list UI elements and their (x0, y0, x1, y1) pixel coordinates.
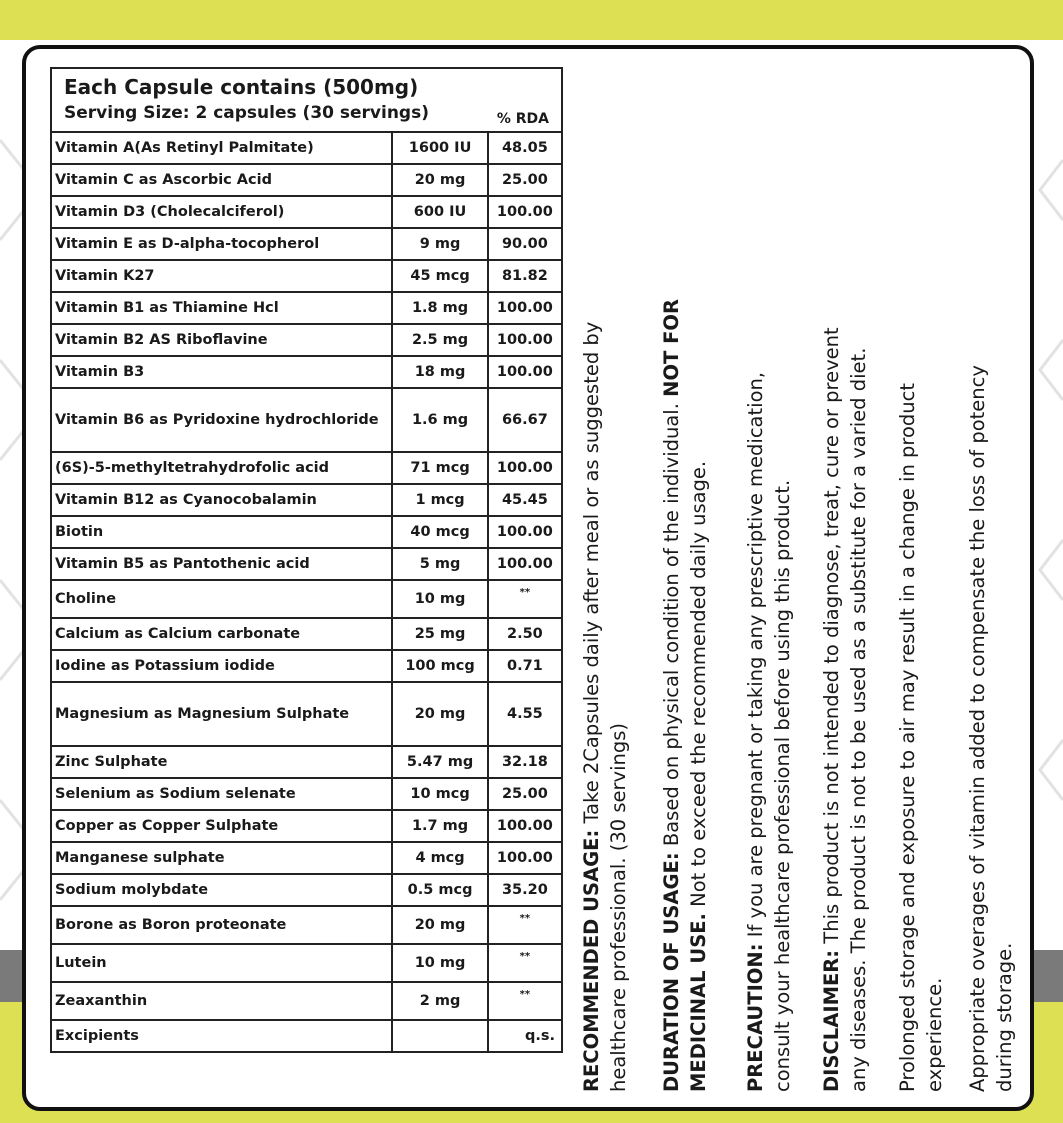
nutrient-name: Choline (51, 580, 392, 618)
table-row (51, 778, 562, 810)
table-row (51, 982, 562, 1020)
nutrient-name: Magnesium as Magnesium Sulphate (51, 682, 392, 746)
precaution-text-2: consult your healthcare professional before using this product. (771, 479, 794, 1092)
table-row (51, 388, 562, 452)
nutrient-amount: 0.5 mcg (392, 874, 487, 906)
nutrient-amount: 10 mcg (392, 778, 487, 810)
nutrient-name: Vitamin C as Ascorbic Acid (51, 164, 392, 196)
duration-bold-tail: NOT FOR (660, 298, 683, 397)
overages-note (964, 92, 1018, 1092)
nutrient-rda: 0.71 (488, 650, 562, 682)
rda-column-header: % RDA (496, 111, 549, 127)
nutrient-name: Vitamin B1 as Thiamine Hcl (51, 292, 392, 324)
nutrient-amount: 100 mcg (392, 650, 487, 682)
table-row (51, 356, 562, 388)
nutrient-rda: ** (488, 906, 562, 944)
table-row (51, 906, 562, 944)
nutrient-amount: 20 mg (392, 682, 487, 746)
nutrient-rda: 25.00 (488, 778, 562, 810)
table-row (51, 548, 562, 580)
nutrient-name: Vitamin K27 (51, 260, 392, 292)
recommended-usage-label: RECOMMENDED USAGE: (580, 829, 603, 1092)
nutrient-name: Vitamin B12 as Cyanocobalamin (51, 484, 392, 516)
nutrient-amount (392, 1020, 487, 1052)
nutrient-rda: 100.00 (488, 324, 562, 356)
table-row (51, 874, 562, 906)
nutrient-amount: 9 mg (392, 228, 487, 260)
nutrient-amount: 4 mcg (392, 842, 487, 874)
nutrient-amount: 600 IU (392, 196, 487, 228)
usage-notes-rotated (578, 92, 1016, 1092)
nutrient-amount: 1.6 mg (392, 388, 487, 452)
recommended-usage-text-2: healthcare professional. (30 servings) (607, 723, 630, 1092)
nutrient-name: Biotin (51, 516, 392, 548)
nutrient-rda: 100.00 (488, 548, 562, 580)
nutrient-name: Borone as Boron proteonate (51, 906, 392, 944)
table-title: Each Capsule contains (500mg) (64, 75, 419, 99)
nutrient-rda: 100.00 (488, 516, 562, 548)
nutrient-name: Sodium molybdate (51, 874, 392, 906)
precaution-text-1: If you are pregnant or taking any prescriptive medication, (744, 371, 767, 944)
nutrient-rda: ** (488, 944, 562, 982)
nutrient-rda: 100.00 (488, 810, 562, 842)
nutrient-rda: 25.00 (488, 164, 562, 196)
nutrient-rda: 100.00 (488, 842, 562, 874)
storage-text-2: experience. (923, 977, 946, 1092)
nutrient-amount: 40 mcg (392, 516, 487, 548)
nutrient-rda: 4.55 (488, 682, 562, 746)
recommended-usage (578, 92, 632, 1092)
nutrient-name: Vitamin D3 (Cholecalciferol) (51, 196, 392, 228)
nutrient-rda: 81.82 (488, 260, 562, 292)
disclaimer (818, 92, 872, 1092)
nutrient-name: Iodine as Potassium iodide (51, 650, 392, 682)
nutrient-amount: 18 mg (392, 356, 487, 388)
nutrient-rda: ** (488, 580, 562, 618)
table-row (51, 746, 562, 778)
table-row (51, 580, 562, 618)
supplement-facts-table (50, 67, 563, 1053)
nutrient-amount: 1600 IU (392, 132, 487, 164)
precaution-label: PRECAUTION: (744, 943, 767, 1092)
table-row (51, 164, 562, 196)
recommended-usage-text-1: Take 2Capsules daily after meal or as suggested by (580, 321, 603, 830)
table-row (51, 292, 562, 324)
header-cell (51, 68, 562, 132)
nutrient-name: Selenium as Sodium selenate (51, 778, 392, 810)
nutrient-amount: 1.7 mg (392, 810, 487, 842)
overages-text-2: during storage. (993, 942, 1016, 1092)
nutrient-rda: 66.67 (488, 388, 562, 452)
nutrient-name: Vitamin B2 AS Riboflavine (51, 324, 392, 356)
nutrient-name: Excipients (51, 1020, 392, 1052)
duration-text-2: Not to exceed the recommended daily usage. (687, 460, 710, 914)
nutrient-rda: 100.00 (488, 356, 562, 388)
nutrient-rda: 100.00 (488, 452, 562, 484)
nutrient-amount: 2.5 mg (392, 324, 487, 356)
table-row (51, 228, 562, 260)
nutrient-rda: 100.00 (488, 292, 562, 324)
nutrient-name: Calcium as Calcium carbonate (51, 618, 392, 650)
table-row (51, 260, 562, 292)
nutrient-amount: 71 mcg (392, 452, 487, 484)
top-accent-band (0, 0, 1063, 40)
table-row (51, 324, 562, 356)
nutrient-amount: 10 mg (392, 944, 487, 982)
table-row (51, 1020, 562, 1052)
nutrient-name: Copper as Copper Sulphate (51, 810, 392, 842)
nutrient-rda: 2.50 (488, 618, 562, 650)
nutrient-amount: 10 mg (392, 580, 487, 618)
nutrient-name: Manganese sulphate (51, 842, 392, 874)
table-row (51, 650, 562, 682)
nutrient-amount: 45 mcg (392, 260, 487, 292)
table-row (51, 842, 562, 874)
duration-text-1: Based on physical condition of the individual. (660, 396, 683, 853)
nutrient-name: Vitamin B6 as Pyridoxine hydrochloride (51, 388, 392, 452)
table-row (51, 682, 562, 746)
nutrient-rda: 100.00 (488, 196, 562, 228)
nutrient-name: Vitamin E as D-alpha-tocopherol (51, 228, 392, 260)
nutrient-rda: 48.05 (488, 132, 562, 164)
nutrient-amount: 25 mg (392, 618, 487, 650)
storage-text-1: Prolonged storage and exposure to air may result in a change in product (896, 382, 919, 1092)
table-row (51, 196, 562, 228)
disclaimer-label: DISCLAIMER: (820, 949, 843, 1092)
duration-of-usage (658, 92, 712, 1092)
nutrient-amount: 20 mg (392, 906, 487, 944)
table-row (51, 516, 562, 548)
nutrient-amount: 1.8 mg (392, 292, 487, 324)
nutrient-amount: 1 mcg (392, 484, 487, 516)
nutrient-name: (6S)-5-methyltetrahydrofolic acid (51, 452, 392, 484)
nutrient-amount: 20 mg (392, 164, 487, 196)
nutrient-amount: 2 mg (392, 982, 487, 1020)
nutrient-rda: 35.20 (488, 874, 562, 906)
table-header (51, 68, 562, 132)
nutrient-name: Vitamin A(As Retinyl Palmitate) (51, 132, 392, 164)
table-row (51, 810, 562, 842)
nutrient-rda: 45.45 (488, 484, 562, 516)
nutrient-name: Vitamin B5 as Pantothenic acid (51, 548, 392, 580)
nutrient-name: Zinc Sulphate (51, 746, 392, 778)
table-row (51, 484, 562, 516)
nutrient-name: Zeaxanthin (51, 982, 392, 1020)
table-row (51, 618, 562, 650)
disclaimer-text-2: any diseases. The product is not to be used as a substitute for a varied diet. (847, 347, 870, 1092)
duration-label: DURATION OF USAGE: (660, 852, 683, 1092)
nutrient-rda: 32.18 (488, 746, 562, 778)
table-row (51, 132, 562, 164)
storage-note (894, 92, 948, 1092)
nutrient-amount: 5.47 mg (392, 746, 487, 778)
table-row (51, 452, 562, 484)
precaution (742, 92, 796, 1092)
nutrient-rda: ** (488, 982, 562, 1020)
nutrient-name: Lutein (51, 944, 392, 982)
nutrient-rda: 90.00 (488, 228, 562, 260)
overages-text-1: Appropriate overages of vitamin added to compensate the loss of potency (966, 365, 989, 1092)
nutrient-name: Vitamin B3 (51, 356, 392, 388)
serving-size: Serving Size: 2 capsules (30 servings) (64, 103, 429, 123)
table-row (51, 944, 562, 982)
nutrient-amount: 5 mg (392, 548, 487, 580)
duration-bold-line2: MEDICINAL USE. (687, 913, 710, 1092)
nutrient-rda: q.s. (488, 1020, 562, 1052)
disclaimer-text-1: This product is not intended to diagnose, treat, cure or prevent (820, 327, 843, 950)
